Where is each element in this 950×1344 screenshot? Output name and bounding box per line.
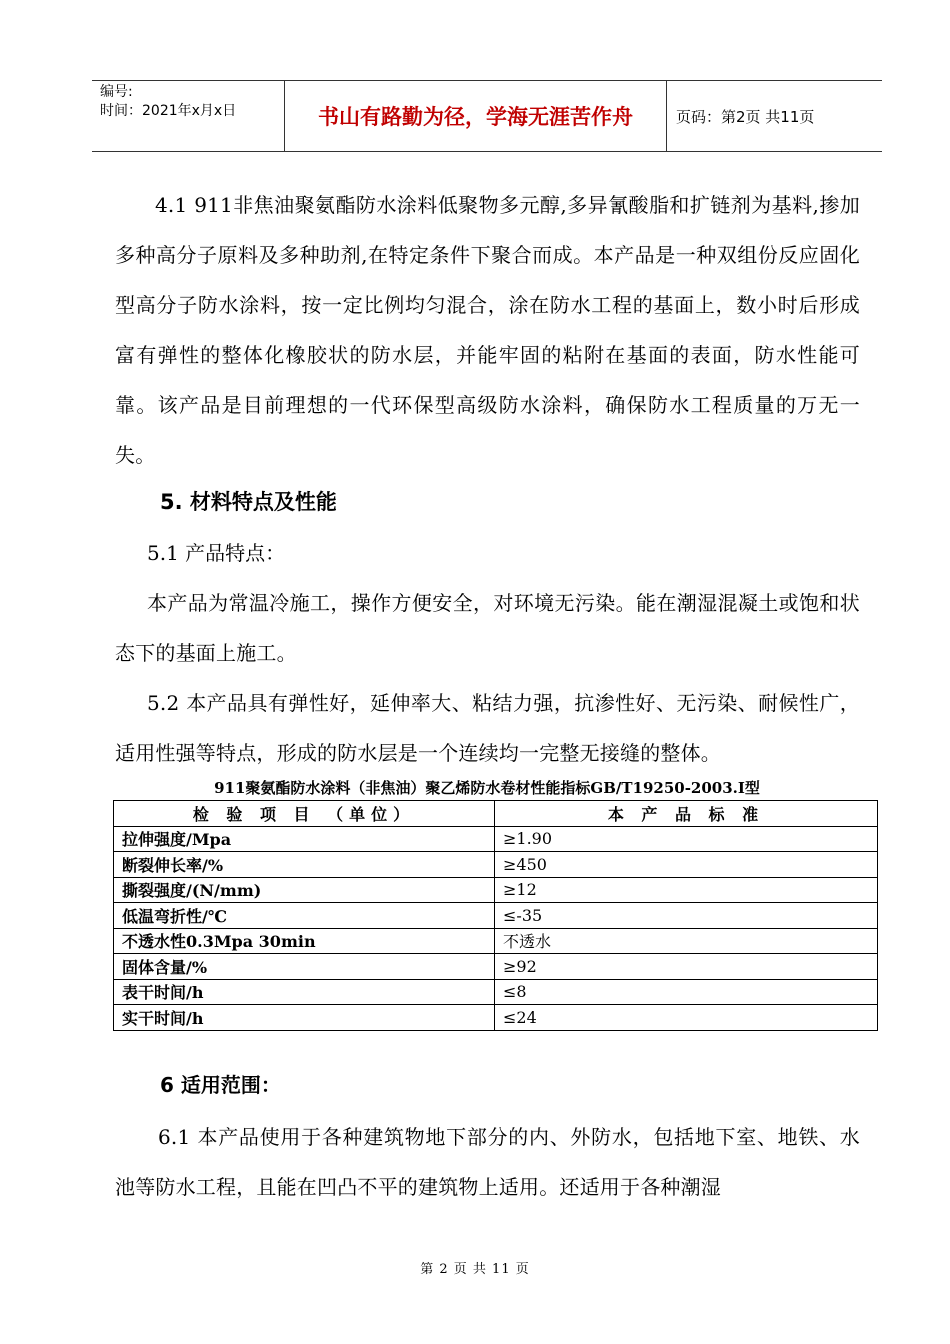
header-page-number: 页码：第2页 共11页 [676, 108, 815, 126]
table-cell: 实干时间/h [114, 1005, 495, 1031]
paragraph-6-1: 6.1 本产品使用于各种建筑物地下部分的内、外防水，包括地下室、地铁、水池等防水工程，且能在凹凸不平的建筑物上适用。还适用于各种潮湿 [115, 1125, 860, 1199]
table-header-cell: 本 产 品 标 准 [495, 801, 878, 827]
table-cell: ≤24 [495, 1005, 878, 1031]
subheading-5-1: 5.1 产品特点： [147, 541, 286, 565]
code-label: 编号: [100, 84, 133, 100]
section-heading-6: 6 适用范围： [160, 1073, 281, 1097]
table-cell: 表干时间/h [114, 979, 495, 1005]
table-cell: ≥1.90 [495, 826, 878, 852]
table-cell: 拉伸强度/Mpa [114, 826, 495, 852]
table-row [114, 852, 878, 878]
header-meta [100, 83, 236, 121]
table-row [114, 1005, 878, 1031]
page-footer: 第 2 页 共 11 页 [420, 1262, 530, 1277]
table-row [114, 928, 878, 954]
paragraph-5-1-body: 本产品为常温冷施工，操作方便安全，对环境无污染。能在潮湿混凝土或饱和状态下的基面上施工。 [115, 591, 860, 665]
table-header-row [114, 801, 878, 827]
page-header [92, 80, 882, 152]
paragraph-5-2: 5.2 本产品具有弹性好，延伸率大、粘结力强，抗渗性好、无污染、耐候性广，适用性强等特点，形成的防水层是一个连续均一完整无接缝的整体。 [115, 691, 860, 765]
table-header-cell: 检 验 项 目 （单位） [114, 801, 495, 827]
time-label: 时间：2021年x月x日 [100, 103, 237, 119]
table-cell: ≤8 [495, 979, 878, 1005]
table-cell: ≥450 [495, 852, 878, 878]
table-cell: ≤-35 [495, 903, 878, 929]
table-row [114, 954, 878, 980]
header-divider [666, 81, 667, 151]
table-cell: ≥92 [495, 954, 878, 980]
paragraph-4-1: 4.1 911非焦油聚氨酯防水涂料低聚物多元醇,多异氰酸脂和扩链剂为基料,掺加多种高分子原料及多种助剂,在特定条件下聚合而成。本产品是一种双组份反应固化型高分子防水涂料，按一定比例均匀混合，涂在防水工程的基面上，数小时后形成富有弹性的整体化橡胶状的防水层，并能牢固的粘附在基面的表面，防水性能可靠。该产品是目前理想的一代环保型高级防水涂料，确保防水工程质量的万无一失。 [115, 193, 860, 467]
table-row [114, 903, 878, 929]
table-cell: 不透水性0.3Mpa 30min [114, 928, 495, 954]
table-cell: 不透水 [495, 928, 878, 954]
table-cell: 低温弯折性/℃ [114, 903, 495, 929]
spec-table [113, 800, 878, 1031]
header-motto: 书山有路勤为径，学海无涯苦作舟 [318, 105, 633, 129]
table-row [114, 979, 878, 1005]
table-cell: 断裂伸长率/% [114, 852, 495, 878]
table-cell: ≥12 [495, 877, 878, 903]
section-heading-5: 5. 材料特点及性能 [160, 490, 337, 514]
table-cell: 撕裂强度/(N/mm) [114, 877, 495, 903]
table-row [114, 877, 878, 903]
table-row [114, 826, 878, 852]
table-cell: 固体含量/% [114, 954, 495, 980]
table-caption: 911聚氨酯防水涂料（非焦油）聚乙烯防水卷材性能指标GB/T19250-2003.I型 [214, 779, 760, 797]
